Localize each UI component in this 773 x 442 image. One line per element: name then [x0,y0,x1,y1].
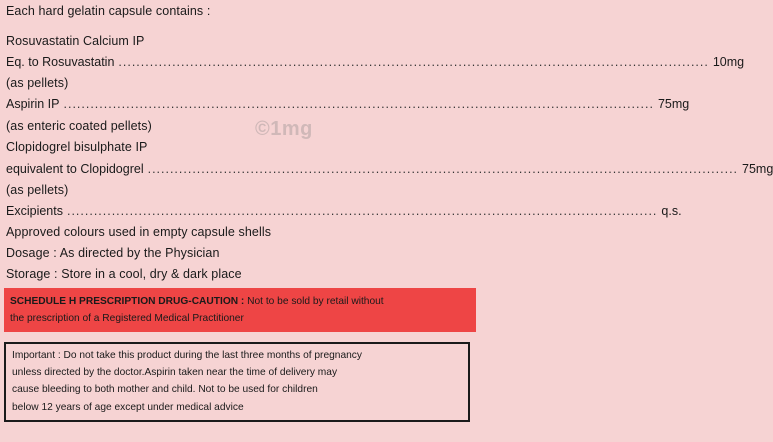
note-line: cause bleeding to both mother and child. Not to be used for children [12,384,318,396]
schedule-h-warning [4,288,476,332]
dot-leader: .................................................................................................................................... [66,204,658,218]
warning-line-1 [10,293,470,310]
rosuvastatin-title: Rosuvastatin Calcium IP [6,34,145,48]
note-line: unless directed by the doctor.Aspirin taken near the time of delivery may [12,367,338,379]
note-line: below 12 years of age except under medical advice [12,401,244,413]
rosuvastatin-form: (as pellets) [6,76,69,90]
clopidogrel-title: Clopidogrel bisulphate IP [6,140,148,154]
rosuvastatin-eq-value: 10mg [712,55,745,69]
warning-text-1: Not to be sold by retail without [244,296,384,307]
aspirin-form: (as enteric coated pellets) [6,119,152,133]
aspirin-row [6,97,690,111]
dot-leader: .................................................................................................................................... [118,55,709,69]
note-line: Important : Do not take this product during the last three months of pregnancy [12,350,362,361]
clopidogrel-eq-label: equivalent to Clopidogrel [6,162,144,176]
excipients-label: Excipients [6,204,63,218]
clopidogrel-eq-value: 75mg [742,162,773,176]
heading: Each hard gelatin capsule contains : [6,4,211,18]
watermark: ©1mg [255,118,313,140]
rosuvastatin-eq-label: Eq. to Rosuvastatin [6,55,115,69]
dot-leader: .................................................................................................................................... [147,162,739,176]
clopidogrel-eq-row [6,162,773,176]
important-note [4,342,470,422]
colours-note: Approved colours used in empty capsule shells [6,225,272,239]
excipients-value: q.s. [661,204,682,218]
aspirin-label: Aspirin IP [6,97,60,111]
clopidogrel-form: (as pellets) [6,183,69,197]
rosuvastatin-eq-row [6,55,745,69]
aspirin-value: 75mg [657,97,690,111]
warning-line-2: the prescription of a Registered Medical Practitioner [10,313,244,324]
dot-leader: .................................................................................................................................... [63,97,654,111]
warning-heading: SCHEDULE H PRESCRIPTION DRUG-CAUTION : [10,296,245,307]
dosage: Dosage : As directed by the Physician [6,246,220,260]
excipients-row [6,204,682,218]
storage: Storage : Store in a cool, dry & dark place [6,267,242,281]
